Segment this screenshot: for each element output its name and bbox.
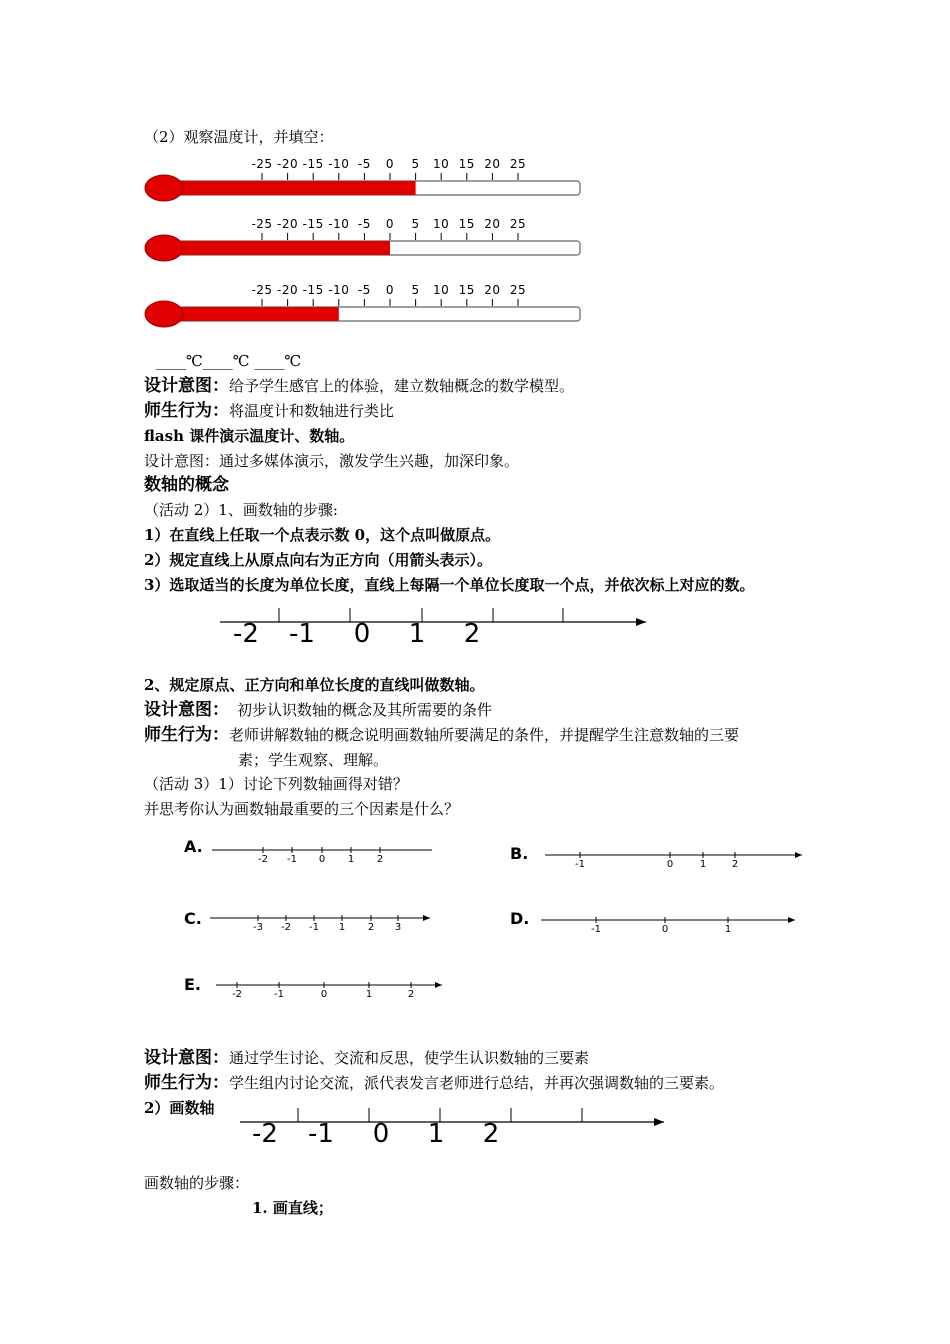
design-intent-label: 设计意图： [144,700,229,720]
design-intent-2 [144,701,492,719]
thermometer-bulb [145,175,183,201]
axis-tick-label: -1 [575,859,585,870]
scale-label: -25 [251,217,273,231]
option-d-number-line [538,909,803,939]
option-c-number-line [208,908,438,938]
axis-tick-label: -1 [274,989,284,1000]
option-d-label: D. [510,909,530,928]
design-intent-label: 设计意图： [144,1048,229,1068]
scale-label: 15 [458,283,475,297]
scale-label: 25 [509,283,527,297]
option-a-number-line [210,838,470,868]
axis-tick-label: 2 [376,854,384,865]
step-1: 1）在直线上任取一个点表示数 0，这个点叫做原点。 [144,526,501,544]
thermometer-1 [145,157,580,201]
thermometer-bulb [145,301,183,327]
scale-label: -10 [328,217,350,231]
scale-label: 20 [484,283,501,297]
scale-label: -5 [357,217,371,231]
axis-arrow [654,1118,664,1126]
design-intent-1 [144,377,574,395]
scale-label: 15 [458,217,475,231]
axis-label: 1 [408,619,426,649]
design-intent-text: 初步认识数轴的概念及其所需要的条件 [237,701,493,719]
axis-tick-label: 1 [365,989,373,1000]
option-b-label: B. [510,844,529,863]
activity-2-title: （活动 2）1、画数轴的步骤: [144,501,338,519]
teacher-behavior-label: 师生行为： [144,1073,229,1093]
axis-tick-label: -1 [591,924,601,935]
scale-label: -5 [357,157,371,171]
axis-tick-label: 0 [661,924,669,935]
teacher-behavior-text: 学生组内讨论交流，派代表发言老师进行总结，并再次强调数轴的三要素。 [229,1074,725,1092]
mercury-column [168,307,339,321]
scale-label: 0 [385,283,395,297]
flash-demo-line: flash 课件演示温度计、数轴。 [144,427,355,445]
thermometer-bulb [145,235,183,261]
scale-label: 0 [385,157,395,171]
axis-label: 2 [482,1119,500,1149]
scale-label: 0 [385,217,395,231]
section-heading-number-line: 数轴的概念 [144,475,229,495]
teacher-behavior-1 [144,402,394,420]
axis-tick-label: -2 [232,989,242,1000]
scale-label: -20 [277,157,299,171]
scale-label: -15 [302,217,324,231]
axis-tick-label: 3 [394,922,402,933]
draw-number-line-heading: 2）画数轴 [144,1099,215,1117]
axis-tick-label: 1 [724,924,732,935]
design-intent-text: 通过学生讨论、交流和反思，使学生认识数轴的三要素 [229,1049,590,1067]
scale-label: -5 [357,283,371,297]
teacher-behavior-2-cont: 素；学生观察、理解。 [238,751,389,769]
axis-tick-label: 0 [320,989,328,1000]
design-intent-multimedia: 设计意图：通过多媒体演示，激发学生兴趣，加深印象。 [144,452,520,470]
scale-label: 5 [411,217,420,231]
axis-label: -1 [289,619,315,649]
activity-3-title: （活动 3）1）讨论下列数轴画得对错？ [144,775,408,793]
axis-label: 0 [353,619,371,649]
option-c-label: C. [184,909,202,928]
axis-label: -2 [233,619,259,649]
axis-arrow [636,618,646,626]
scale-label: -20 [277,283,299,297]
scale-label: 5 [411,283,420,297]
design-intent-3 [144,1049,589,1067]
axis-label: -2 [252,1119,278,1149]
scale-label: 10 [433,157,450,171]
scale-label: -20 [277,217,299,231]
axis-tick-label: 2 [407,989,415,1000]
drawing-step-1: 1. 画直线； [252,1199,333,1217]
axis-tick-label: 1 [347,854,355,865]
teacher-behavior-label: 师生行为： [144,725,229,745]
axis-tick-label: 2 [731,859,739,870]
scale-label: 10 [433,283,450,297]
axis-label: 1 [427,1119,445,1149]
axis-arrow [795,852,802,858]
option-a-label: A. [184,837,203,856]
axis-tick-label: 0 [318,854,326,865]
teacher-behavior-3 [144,1074,724,1092]
scale-label: -25 [251,283,273,297]
mercury-column [168,241,390,255]
scale-label: 25 [509,157,527,171]
activity-3-question: 并思考你认为画数轴最重要的三个因素是什么？ [144,800,460,818]
scale-label: -15 [302,157,324,171]
number-line-definition: 2、规定原点、正方向和单位长度的直线叫做数轴。 [144,676,485,694]
thermometer-2 [145,217,580,261]
axis-label: -1 [308,1119,334,1149]
mercury-column [168,181,416,195]
scale-label: -10 [328,283,350,297]
axis-tick-label: 0 [666,859,674,870]
axis-label: 2 [463,619,481,649]
teacher-behavior-text: 将温度计和数轴进行类比 [229,402,395,420]
axis-tick-label: 1 [338,922,346,933]
axis-label: 0 [372,1119,390,1149]
axis-tick-label: -2 [258,854,268,865]
axis-tick-label: 2 [367,922,375,933]
drawing-steps-heading: 画数轴的步骤： [144,1174,250,1192]
design-intent-label: 设计意图： [144,376,229,396]
axis-arrow [423,915,430,921]
axis-tick-label: 1 [699,859,707,870]
scale-label: 25 [509,217,527,231]
axis-tick-label: -2 [281,922,291,933]
scale-label: 20 [484,157,501,171]
scale-label: -10 [328,157,350,171]
temperature-blanks: ____℃____℃ ____℃ [156,352,302,370]
number-line-example-2 [0,1100,950,1160]
axis-tick-label: -3 [253,922,263,933]
scale-label: 10 [433,217,450,231]
number-line-example-1 [0,600,950,660]
step-2: 2）规定直线上从原点向右为正方向（用箭头表示）。 [144,551,492,569]
scale-label: 15 [458,157,475,171]
teacher-behavior-text: 老师讲解数轴的概念说明画数轴所要满足的条件，并提醒学生注意数轴的三要 [229,726,740,744]
option-b-number-line [540,845,810,875]
teacher-behavior-2 [144,726,739,744]
thermometer-group [0,0,950,340]
teacher-behavior-label: 师生行为： [144,401,229,421]
axis-tick-label: -1 [309,922,319,933]
step-3: 3）选取适当的长度为单位长度，直线上每隔一个单位长度取一个点，并依次标上对应的数。 [144,576,755,594]
scale-label: 5 [411,157,420,171]
axis-arrow [788,917,795,923]
axis-tick-label: -1 [287,854,297,865]
thermometer-heading: （2）观察温度计，并填空： [144,128,334,146]
design-intent-text: 给予学生感官上的体验，建立数轴概念的数学模型。 [229,377,575,395]
thermometer-3 [145,283,580,327]
axis-arrow [435,982,442,988]
scale-label: -25 [251,157,273,171]
scale-label: -15 [302,283,324,297]
option-e-number-line [212,975,447,1005]
option-e-label: E. [184,975,202,994]
scale-label: 20 [484,217,501,231]
